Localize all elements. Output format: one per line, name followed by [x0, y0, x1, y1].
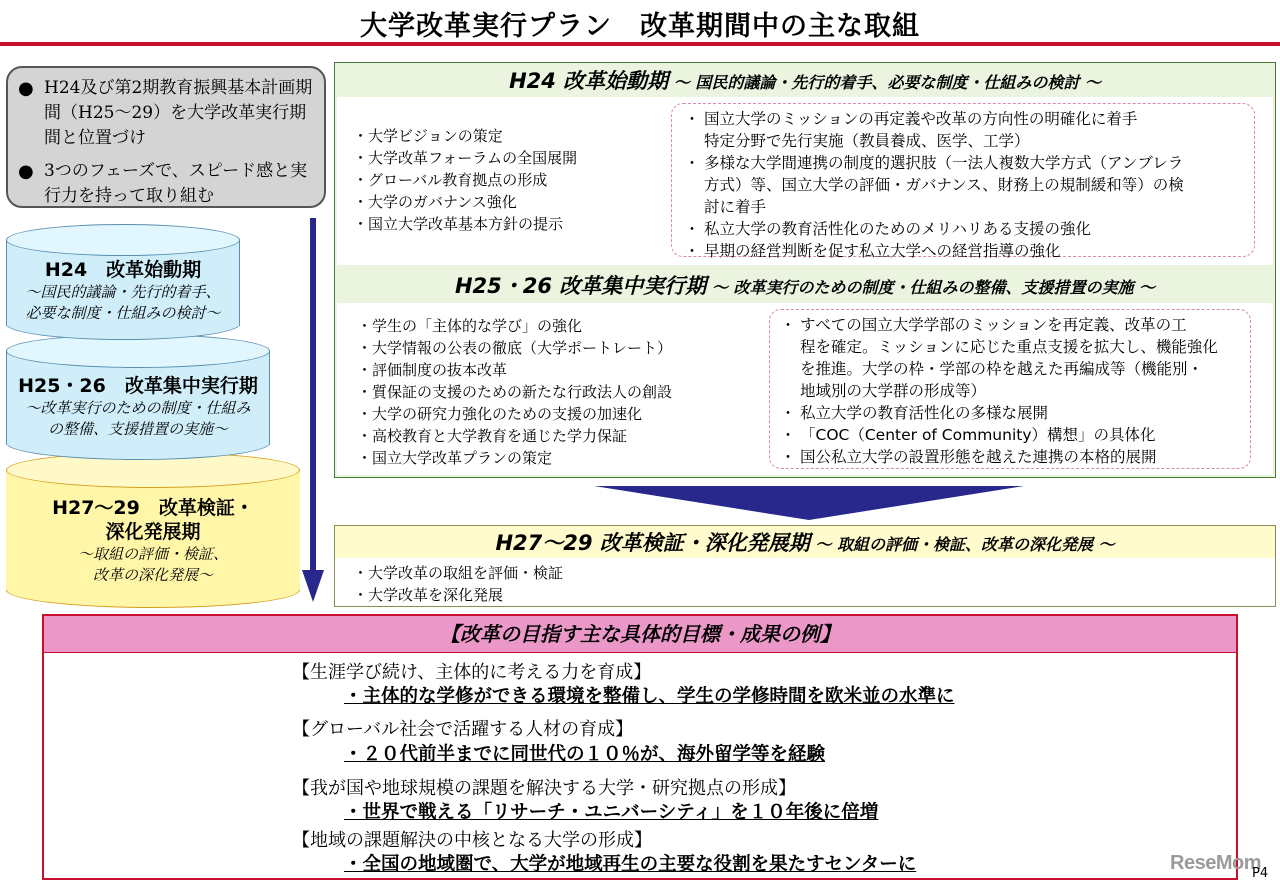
goals-header: 【改革の目指す主な具体的目標・成果の例】	[44, 616, 1236, 653]
phase3-list: ・大学改革の取組を評価・検証 ・大学改革を深化発展	[353, 564, 564, 604]
summary-item: ● 3つのフェーズで、スピード感と実行力を持って取り組む	[18, 159, 314, 209]
goals-box	[42, 614, 1238, 880]
page-title: 大学改革実行プラン 改革期間中の主な取組	[360, 11, 920, 42]
phase2-header: H25・26 改革集中実行期 ～ 改革実行のための制度・仕組みの整備、支援措置の実施 ～	[454, 274, 1156, 298]
phase2-list: ・学生の「主体的な学び」の強化 ・大学情報の公表の徹底（大学ポートレート） ・評価制度の抜本改革 ・質保証の支援のための新たな行政法人の創設 ・大学の研究力強化のための支援の加速化 ・高校教育と大学教育を通じた学力保証 ・国立大学改革プランの策定	[357, 317, 673, 467]
phase2-cylinder: H25・26 改革集中実行期 ～改革実行のための制度・仕組み の整備、支援措置の実施～	[6, 334, 270, 462]
phase2-detail-box: ・ すべての国立大学学部のミッションを再定義、改革の工 程を確定。ミッションに応じた重点支援を拡大し、機能強化 を推進。大学の枠・学部の枠を越えた再編成等（機能別・ 地域別の大学群の形成等） ・ 私立大学の教育活性化の多様な展開 ・ 「COC（Center of Community）構想」の具体化 ・ 国公私立大学の設置形態を越えた連携の本格的展開	[769, 309, 1251, 469]
resemom-logo: ReseMom	[1170, 852, 1261, 874]
phase3-cylinder: H27～29 改革検証・ 深化発展期 ～取組の評価・検証、 改革の深化発展～	[6, 452, 300, 610]
bullet-icon: ●	[18, 161, 34, 182]
summary-box	[6, 66, 326, 208]
phase3-box	[334, 525, 1276, 607]
summary-item: ● H24及び第2期教育振興基本計画期間（H25～29）を大学改革実行期間と位置づけ	[18, 76, 314, 151]
timeline-arrow-icon	[302, 218, 326, 608]
phase1-header: H24 改革始動期 ～ 国民的議論・先行的着手、必要な制度・仕組みの検討 ～	[509, 69, 1101, 93]
goal-detail: ・全国の地域圏で、大学が地域再生の主要な役割を果たすセンターに	[344, 854, 917, 875]
goal-category: 【生涯学び続け、主体的に考える力を育成】	[292, 662, 652, 683]
phase1-list: ・大学ビジョンの策定 ・大学改革フォーラムの全国展開 ・グローバル教育拠点の形成 ・大学のガバナンス強化 ・国立大学改革基本方針の提示	[353, 127, 578, 233]
phase1-detail-box: ・ 国立大学のミッションの再定義や改革の方向性の明確化に着手 特定分野で先行実施（教員養成、医学、工学） ・ 多様な大学間連携の制度的選択肢（一法人複数大学方式（アンブレラ 方式）等、国立大学の評価・ガバナンス、財務上の規制緩和等）の検 討に着手 ・ 私立大学の教育活性化のためのメリハリある支援の強化 ・ 早期の経営判断を促す私立大学への経営指導の強化	[671, 103, 1255, 257]
goal-detail: ・世界で戦える「リサーチ・ユニバーシティ」を１０年後に倍増	[344, 802, 879, 823]
phase1-cylinder: H24 改革始動期 ～国民的議論・先行的着手、 必要な制度・仕組みの検討～	[6, 224, 240, 342]
goal-detail: ・主体的な学修ができる環境を整備し、学生の学修時間を欧米並の水準に	[344, 686, 955, 707]
bullet-icon: ●	[18, 78, 34, 99]
downward-chevron-icon	[594, 486, 1024, 522]
phase3-header: H27～29 改革検証・深化発展期 ～ 取組の評価・検証、改革の深化発展 ～	[335, 526, 1275, 558]
goal-category: 【地域の課題解決の中核となる大学の形成】	[292, 830, 652, 851]
title-divider	[0, 42, 1280, 46]
goal-detail: ・２０代前半までに同世代の１０％が、海外留学等を経験	[344, 744, 826, 765]
page-number: P4	[1252, 866, 1269, 881]
goal-category: 【我が国や地球規模の課題を解決する大学・研究拠点の形成】	[292, 778, 796, 799]
goal-category: 【グローバル社会で活躍する人材の育成】	[292, 719, 634, 740]
phase-panel	[334, 62, 1276, 478]
